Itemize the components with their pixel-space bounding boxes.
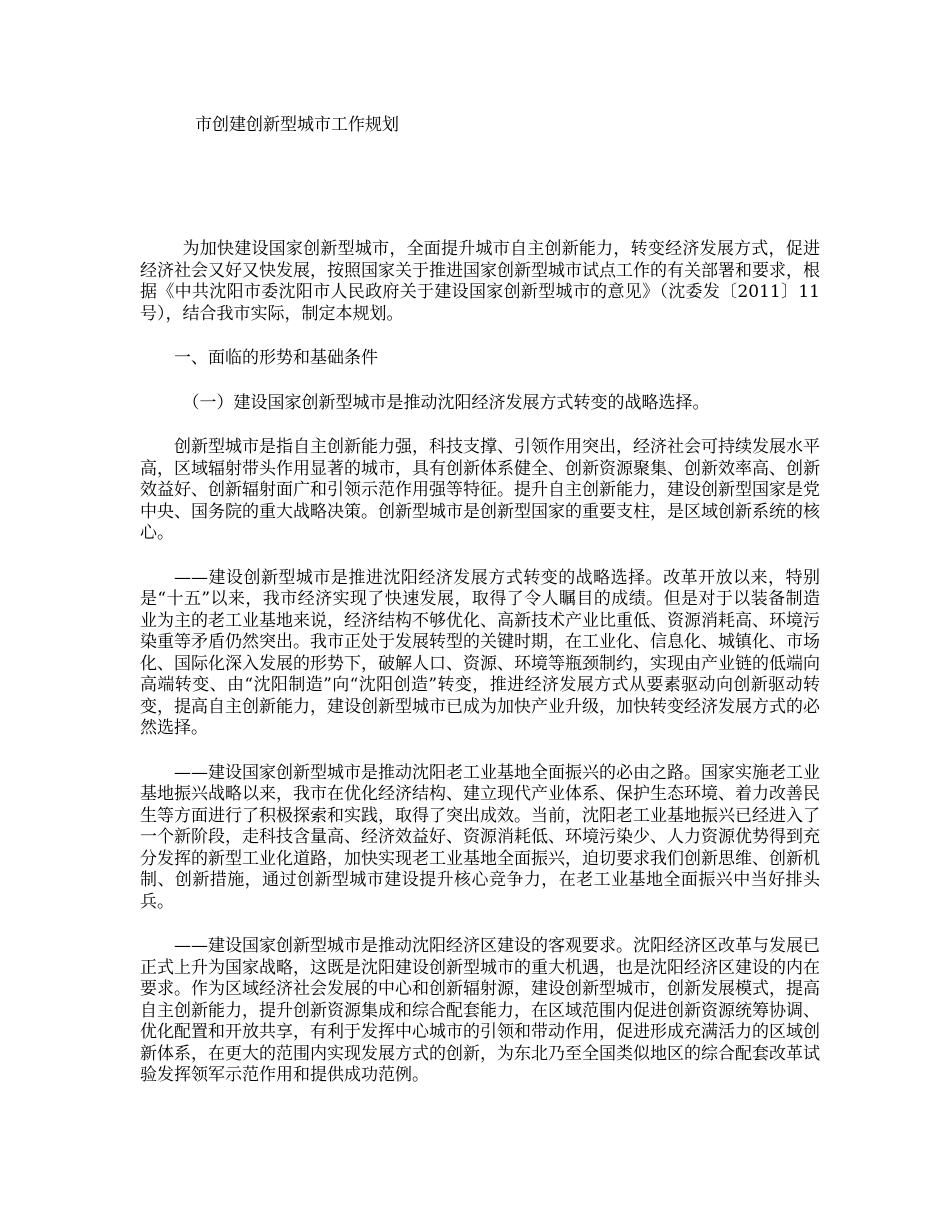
intro-paragraph: 为加快建设国家创新型城市，全面提升城市自主创新能力，转变经济发展方式，促进经济社会又好又快发展，按照国家关于推进国家创新型城市试点工作的有关部署和要求，根据《中共沈阳市委沈阳市人民政府关于建设国家创新型城市的意见》（沈委发〔2011〕11号），结合我市实际，制定本规划。 [140,239,820,324]
body-paragraph-4: ——建设国家创新型城市是推动沈阳经济区建设的客观要求。沈阳经济区改革与发展已正式上升为国家战略，这既是沈阳建设创新型城市的重大机遇，也是沈阳经济区建设的内在要求。作为区域经济社会发展的中心和创新辐射源，建设创新型城市，创新发展模式，提高自主创新能力，提升创新资源集成和综合配套能力，在区域范围内促进创新资源统筹协调、优化配置和开放共享，有利于发挥中心城市的引领和带动作用，促进形成充满活力的区域创新体系，在更大的范围内实现发展方式的创新，为东北乃至全国类似地区的综合配套改革试验发挥领军示范作用和提供成功范例。 [140,936,820,1085]
subsection-heading-1: （一）建设国家创新型城市是推动沈阳经济发展方式转变的战略选择。 [182,392,710,413]
body-paragraph-2: ——建设创新型城市是推进沈阳经济发展方式转变的战略选择。改革开放以来，特别是“十五”以来，我市经济实现了快速发展，取得了令人瞩目的成绩。但是对于以装备制造业为主的老工业基地来说，经济结构不够优化、高新技术产业比重低、资源消耗高、环境污染重等矛盾仍然突出。我市正处于发展转型的关键时期，在工业化、信息化、城镇化、市场化、国际化深入发展的形势下，破解人口、资源、环境等瓶颈制约，实现由产业链的低端向高端转变、由“沈阳制造”向“沈阳创造”转变，推进经济发展方式从要素驱动向创新驱动转变，提高自主创新能力，建设创新型城市已成为加快产业升级，加快转变经济发展方式的必然选择。 [140,567,820,738]
body-paragraph-1: 创新型城市是指自主创新能力强，科技支撑、引领作用突出，经济社会可持续发展水平高，区域辐射带头作用显著的城市，具有创新体系健全、创新资源聚集、创新效率高、创新效益好、创新辐射面广和引领示范作用强等特征。提升自主创新能力，建设创新型国家是党中央、国务院的重大战略决策。创新型城市是创新型国家的重要支柱，是区域创新系统的核心。 [140,437,820,543]
document-title: 市创建创新型城市工作规划 [195,115,399,135]
body-paragraph-3: ——建设国家创新型城市是推动沈阳老工业基地全面振兴的必由之路。国家实施老工业基地振兴战略以来，我市在优化经济结构、建立现代产业体系、保护生态环境、着力改善民生等方面进行了积极探索和实践，取得了突出成效。当前，沈阳老工业基地振兴已经进入了一个新阶段，走科技含量高、经济效益好、资源消耗低、环境污染少、人力资源优势得到充分发挥的新型工业化道路，加快实现老工业基地全面振兴，迫切要求我们创新思维、创新机制、创新措施，通过创新型城市建设提升核心竞争力，在老工业基地全面振兴中当好排头兵。 [140,762,820,912]
section-heading-1: 一、面临的形势和基础条件 [174,348,378,368]
document-body [140,239,820,1110]
